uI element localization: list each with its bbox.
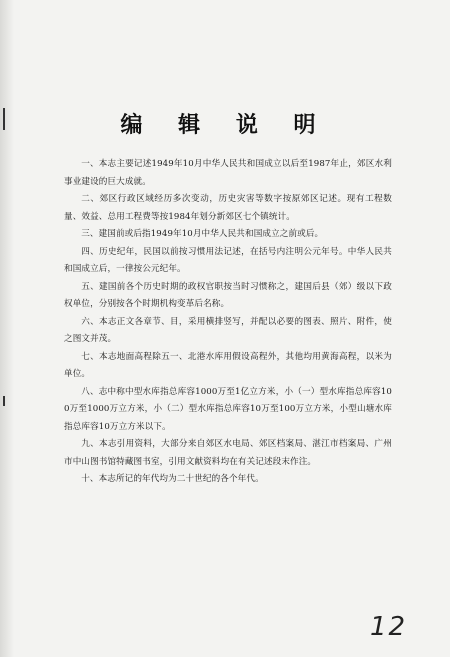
paragraph: 九、本志引用资料，大部分来自郊区水电局、郊区档案局、湛江市档案局、广州市中山图书馆特藏图书室，引用文献资料均在有关记述段末作注。 (64, 439, 392, 467)
paragraph: 三、建国前或后指1949年10月中华人民共和国成立之前或后。 (81, 229, 324, 239)
paragraph: 五、建国前各个历史时期的政权官职按当时习惯称之，建国后县（郊）级以下政权单位，分别按各个时期机构变革后名称。 (64, 281, 392, 309)
page-title: 编 辑 说 明 (120, 112, 330, 138)
paragraph: 八、志中称中型水库指总库容1000万至1亿立方米，小（一）型水库指总库容100万至1000万立方米，小（二）型水库指总库容10万至100万立方米，小型山塘水库指总库容10万立方米以下。 (64, 386, 392, 432)
paragraph: 一、本志主要记述1949年10月中华人民共和国成立以后至1987年止，郊区水利事业建设的巨大成就。 (64, 159, 392, 187)
binding-shadow (0, 0, 14, 657)
paragraph: 六、本志正文各章节、目，采用横排竖写，并配以必要的图表、照片、附件，使之图文并茂。 (64, 316, 392, 344)
body-text (64, 156, 392, 489)
paragraph: 四、历史纪年，民国以前按习惯用法记述，在括号内注明公元年号。中华人民共和国成立后，一律按公元纪年。 (64, 246, 392, 274)
binding-mark (3, 396, 5, 406)
paragraph: 七、本志地面高程除五一、北港水库用假设高程外，其他均用黄海高程，以米为单位。 (64, 351, 392, 379)
page-number: 12 (370, 612, 408, 642)
paragraph: 二、郊区行政区域经历多次变动，历史灾害等数字按原郊区记述。现有工程数量、效益、总用工程费等按1984年划分新郊区七个镇统计。 (64, 194, 392, 222)
paragraph: 十、本志所记的年代均为二十世纪的各个年代。 (81, 474, 264, 484)
